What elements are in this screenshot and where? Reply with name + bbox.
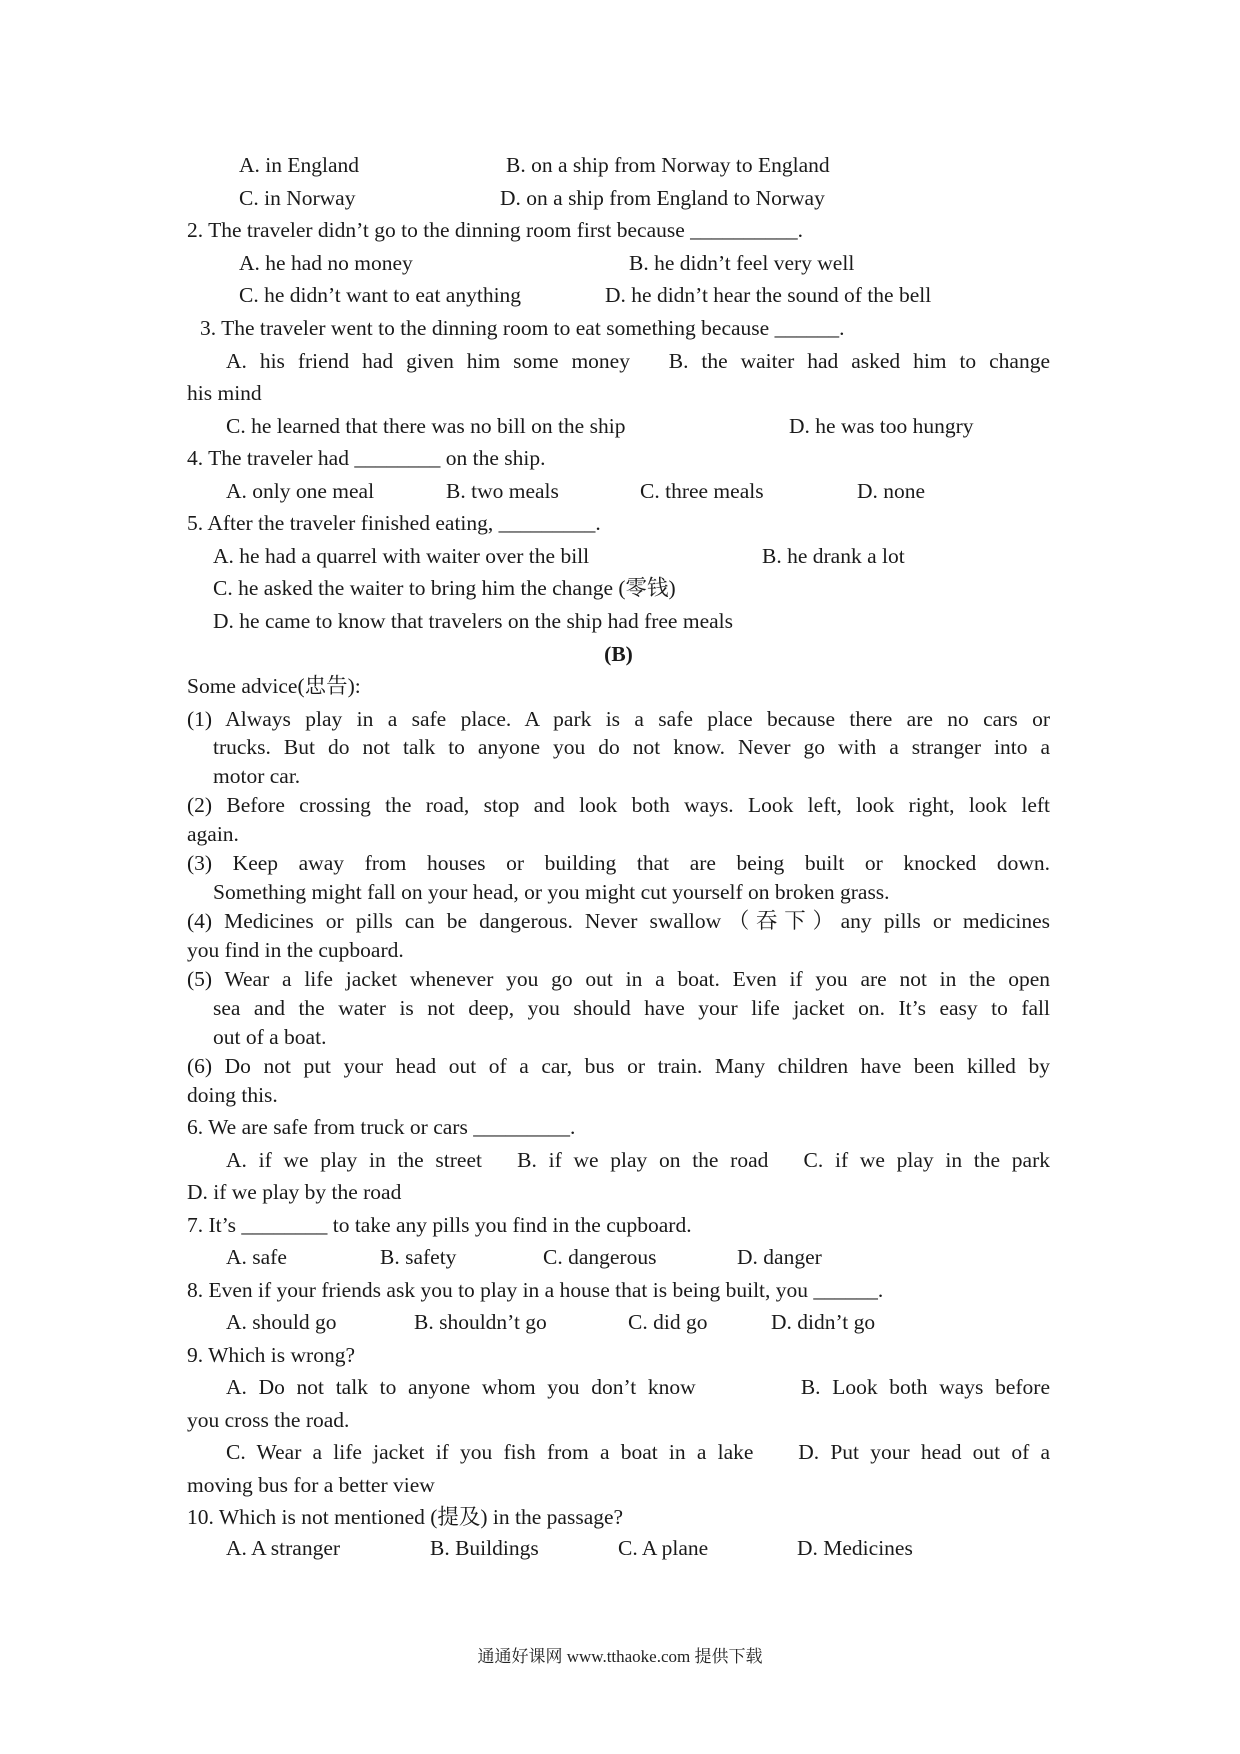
q8-option-d: D. didn’t go	[771, 1310, 876, 1334]
q5-option-a: A. he had a quarrel with waiter over the bill	[213, 544, 590, 568]
advice-6-line-2: doing this.	[187, 1083, 278, 1107]
q9-options-ab: A. Do not talk to anyone whom you don’t know B. Look both ways before	[226, 1375, 1050, 1399]
advice-1-line-3: motor car.	[213, 764, 301, 788]
q10-option-c: C. A plane	[618, 1536, 709, 1560]
q4-stem: 4. The traveler had ________ on the ship.	[187, 446, 546, 470]
advice-4-line-2: you find in the cupboard.	[187, 938, 404, 962]
advice-5-line-2: sea and the water is not deep, you should have your life jacket on. It’s easy to fall	[213, 996, 1050, 1020]
advice-2-line-2: again.	[187, 822, 239, 846]
q8-option-a: A. should go	[226, 1310, 337, 1334]
advice-3-line-1: (3) Keep away from houses or building that are being built or knocked down.	[187, 851, 1050, 875]
page-footer: 通通好课网 www.tthaoke.com 提供下载	[477, 1647, 763, 1666]
q3-stem: 3. The traveler went to the dinning room to eat something because ______.	[200, 316, 845, 340]
q2-option-b: B. he didn’t feel very well	[629, 251, 855, 275]
q7-option-c: C. dangerous	[543, 1245, 657, 1269]
q3-options-ab-continued: his mind	[187, 381, 262, 405]
q5-option-d: D. he came to know that travelers on the ship had free meals	[213, 609, 733, 633]
q3-option-c: C. he learned that there was no bill on the ship	[226, 414, 626, 438]
q1-option-b: B. on a ship from Norway to England	[506, 153, 830, 177]
q9-stem: 9. Which is wrong?	[187, 1343, 355, 1367]
q1-option-a: A. in England	[239, 153, 360, 177]
q3-options-ab: A. his friend had given him some money B. the waiter had asked him to change	[226, 349, 1050, 373]
q1-option-d: D. on a ship from England to Norway	[500, 186, 825, 210]
q8-option-c: C. did go	[628, 1310, 708, 1334]
advice-2-line-1: (2) Before crossing the road, stop and look both ways. Look left, look right, look left	[187, 793, 1050, 817]
advice-5-line-3: out of a boat.	[213, 1025, 327, 1049]
q6-option-d: D. if we play by the road	[187, 1180, 402, 1204]
advice-1-line-2: trucks. But do not talk to anyone you do not know. Never go with a stranger into a	[213, 735, 1050, 759]
q2-option-a: A. he had no money	[239, 251, 413, 275]
q10-option-a: A. A stranger	[226, 1536, 341, 1560]
q6-stem: 6. We are safe from truck or cars _________.	[187, 1115, 576, 1139]
q6-options-abc: A. if we play in the street B. if we play on the road C. if we play in the park	[226, 1148, 1050, 1172]
q9-options-cd-continued: moving bus for a better view	[187, 1473, 435, 1497]
q9-options-cd: C. Wear a life jacket if you fish from a boat in a lake D. Put your head out of a	[226, 1440, 1050, 1464]
q10-option-d: D. Medicines	[797, 1536, 913, 1560]
advice-intro: Some advice(忠告):	[187, 674, 361, 698]
advice-6-line-1: (6) Do not put your head out of a car, bus or train. Many children have been killed by	[187, 1054, 1050, 1078]
q8-stem: 8. Even if your friends ask you to play in a house that is being built, you ______.	[187, 1278, 884, 1302]
q9-options-ab-continued: you cross the road.	[187, 1408, 350, 1432]
advice-3-line-2: Something might fall on your head, or you might cut yourself on broken grass.	[213, 880, 890, 904]
q5-option-b: B. he drank a lot	[762, 544, 905, 568]
q2-stem: 2. The traveler didn’t go to the dinning room first because __________.	[187, 218, 804, 242]
q1-option-c: C. in Norway	[239, 186, 356, 210]
q7-option-b: B. safety	[380, 1245, 457, 1269]
q2-option-c: C. he didn’t want to eat anything	[239, 283, 522, 307]
advice-5-line-1: (5) Wear a life jacket whenever you go out in a boat. Even if you are not in the open	[187, 967, 1050, 991]
q5-option-c: C. he asked the waiter to bring him the change (零钱)	[213, 576, 676, 600]
q8-option-b: B. shouldn’t go	[414, 1310, 547, 1334]
advice-4-line-1: (4) Medicines or pills can be dangerous. Never swallow（吞下）any pills or medicines	[187, 909, 1050, 933]
q4-option-c: C. three meals	[640, 479, 764, 503]
q2-option-d: D. he didn’t hear the sound of the bell	[605, 283, 932, 307]
q3-option-d: D. he was too hungry	[789, 414, 974, 438]
q7-option-a: A. safe	[226, 1245, 287, 1269]
q7-option-d: D. danger	[737, 1245, 822, 1269]
q7-stem: 7. It’s ________ to take any pills you find in the cupboard.	[187, 1213, 692, 1237]
q10-stem: 10. Which is not mentioned (提及) in the passage?	[187, 1505, 624, 1529]
q4-option-d: D. none	[857, 479, 926, 503]
q10-option-b: B. Buildings	[430, 1536, 539, 1560]
q4-option-a: A. only one meal	[226, 479, 375, 503]
section-b-heading: (B)	[604, 642, 633, 666]
q5-stem: 5. After the traveler finished eating, _________.	[187, 511, 601, 535]
q4-option-b: B. two meals	[446, 479, 559, 503]
advice-1-line-1: (1) Always play in a safe place. A park is a safe place because there are no cars or	[187, 707, 1050, 731]
